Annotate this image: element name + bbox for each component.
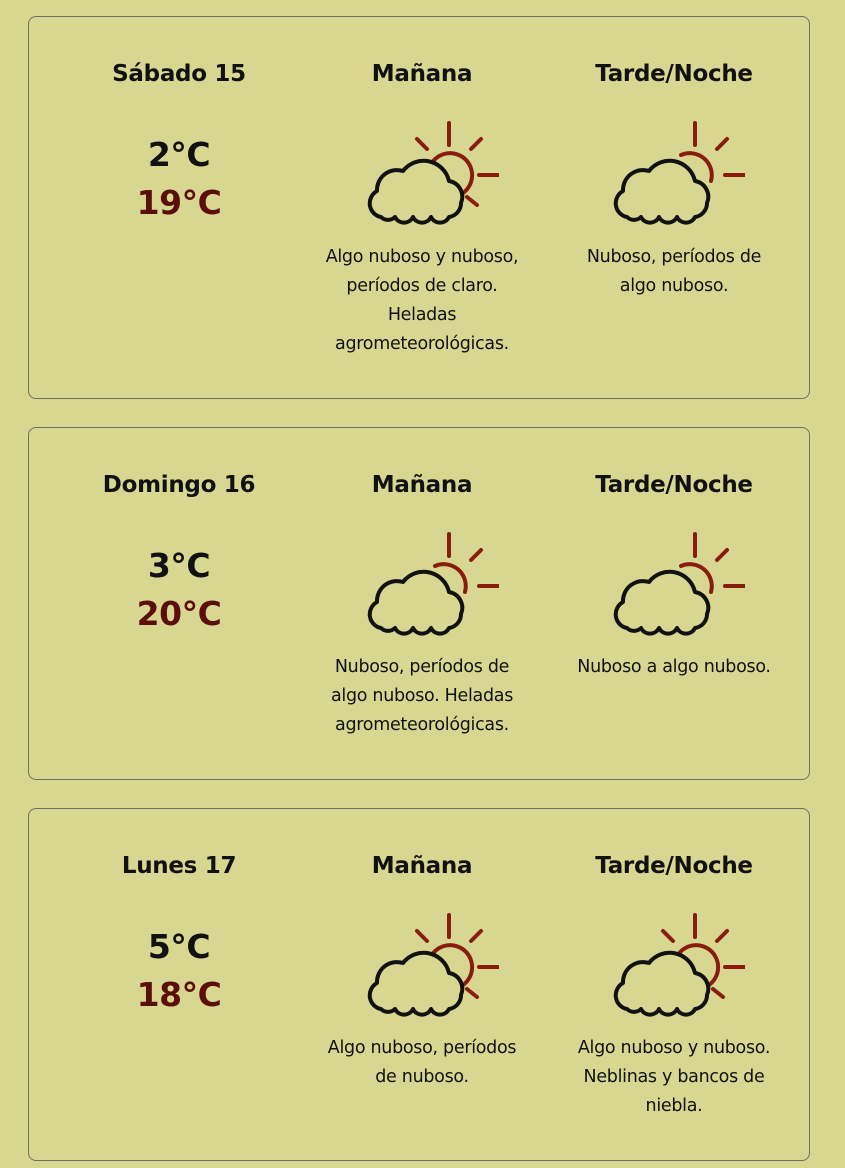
day-name: Domingo 16 bbox=[102, 472, 256, 498]
period-title: Tarde/Noche bbox=[595, 472, 753, 498]
weather-description bbox=[297, 243, 547, 359]
description-line: Heladas bbox=[387, 305, 457, 325]
weather-description bbox=[549, 1034, 799, 1121]
partly-cloudy-icon bbox=[605, 528, 745, 638]
partly-cloudy-icon bbox=[359, 909, 499, 1019]
description-line: niebla. bbox=[645, 1096, 703, 1116]
partly-cloudy-icon bbox=[605, 117, 745, 227]
forecast-card bbox=[28, 16, 810, 399]
day-name: Lunes 17 bbox=[121, 853, 237, 879]
partly-cloudy-icon bbox=[359, 117, 499, 227]
weather-description bbox=[297, 1034, 547, 1092]
day-name: Sábado 15 bbox=[112, 61, 246, 87]
description-line: agrometeorológicas. bbox=[335, 715, 509, 735]
description-line: Neblinas y bancos de bbox=[583, 1067, 765, 1087]
forecast-card bbox=[28, 808, 810, 1161]
period-title: Mañana bbox=[371, 853, 473, 879]
max-temperature: 20°C bbox=[136, 594, 222, 633]
partly-cloudy-icon bbox=[359, 528, 499, 638]
max-temperature: 18°C bbox=[136, 975, 222, 1014]
description-line: agrometeorológicas. bbox=[335, 334, 509, 354]
weather-description bbox=[549, 653, 799, 682]
description-line: Nuboso, períodos de bbox=[586, 247, 762, 267]
period-title: Tarde/Noche bbox=[595, 61, 753, 87]
description-line: Nuboso a algo nuboso. bbox=[577, 657, 771, 677]
description-line: de nuboso. bbox=[375, 1067, 469, 1087]
partly-cloudy-icon bbox=[605, 909, 745, 1019]
max-temperature: 19°C bbox=[136, 183, 222, 222]
description-line: Algo nuboso y nuboso. bbox=[577, 1038, 771, 1058]
description-line: algo nuboso. bbox=[619, 276, 729, 296]
description-line: períodos de claro. bbox=[346, 276, 498, 296]
min-temperature: 5°C bbox=[147, 927, 211, 966]
description-line: Algo nuboso, períodos bbox=[327, 1038, 517, 1058]
period-title: Tarde/Noche bbox=[595, 853, 753, 879]
description-line: Algo nuboso y nuboso, bbox=[325, 247, 519, 267]
forecast-card bbox=[28, 427, 810, 780]
min-temperature: 3°C bbox=[147, 546, 211, 585]
weather-description bbox=[297, 653, 547, 740]
period-title: Mañana bbox=[371, 61, 473, 87]
period-title: Mañana bbox=[371, 472, 473, 498]
min-temperature: 2°C bbox=[147, 135, 211, 174]
description-line: Nuboso, períodos de bbox=[334, 657, 510, 677]
description-line: algo nuboso. Heladas bbox=[330, 686, 514, 706]
weather-description bbox=[549, 243, 799, 301]
